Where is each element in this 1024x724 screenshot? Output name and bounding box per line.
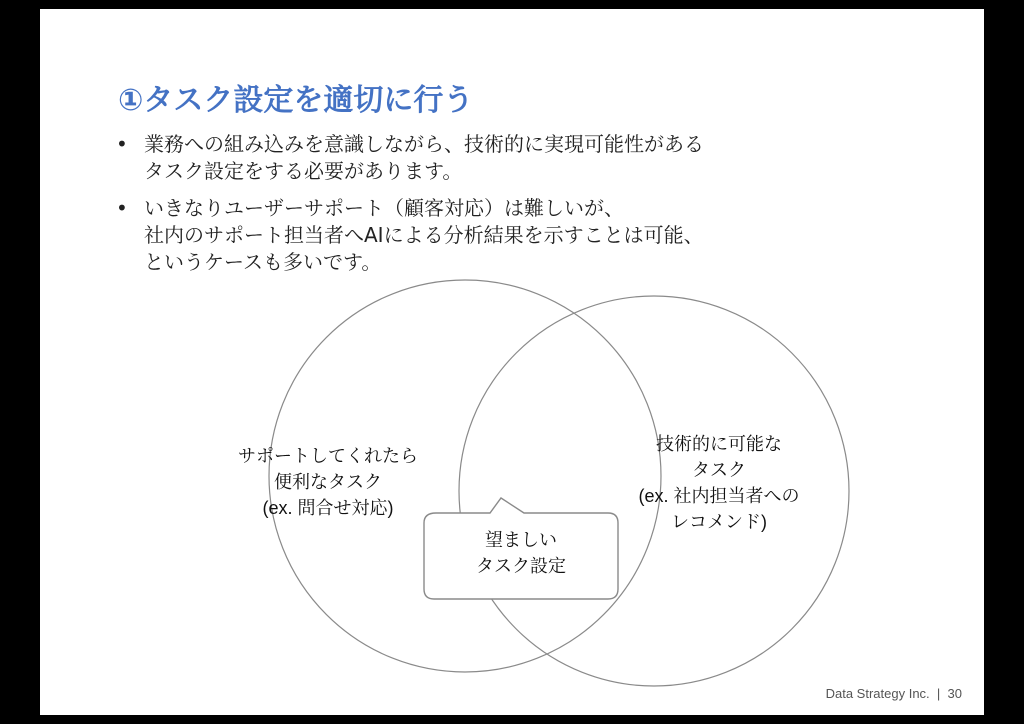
bullet-line: というケースも多いです。 bbox=[144, 250, 382, 274]
bullet-dot: • bbox=[116, 196, 128, 220]
bullet-line: 社内のサポート担当者へAIによる分析結果を示すことは可能、 bbox=[144, 223, 704, 247]
footer bbox=[826, 686, 962, 701]
slide-title: ①タスク設定を適切に行う bbox=[118, 83, 474, 118]
callout-label bbox=[440, 527, 602, 579]
venn-right-label-line: (ex. 社内担当者への bbox=[638, 486, 800, 506]
footer-separator: | bbox=[936, 686, 941, 701]
bullet-line: タスク設定をする必要があります。 bbox=[144, 159, 463, 183]
venn-right-label-line: レコメンド) bbox=[671, 512, 767, 532]
slide bbox=[40, 9, 984, 715]
callout-label-line: 望ましい bbox=[485, 530, 557, 550]
venn-right-label bbox=[609, 431, 829, 535]
bullet-line: いきなりユーザーサポート（顧客対応）は難しいが、 bbox=[144, 196, 624, 220]
venn-right-label-line: タスク bbox=[692, 460, 746, 480]
venn-left-label-line: 便利なタスク bbox=[274, 472, 382, 492]
bullet-dot: • bbox=[116, 132, 128, 156]
footer-company: Data Strategy Inc. bbox=[825, 686, 930, 701]
venn-left-label-line: サポートしてくれたら bbox=[238, 446, 418, 466]
venn-left-label-line: (ex. 問合せ対応) bbox=[262, 498, 394, 518]
venn-left-label bbox=[208, 443, 448, 521]
venn-right-label-line: 技術的に可能な bbox=[656, 434, 782, 454]
bullet-line: 業務への組み込みを意識しながら、技術的に実現可能性がある bbox=[144, 132, 704, 156]
footer-page-number: 30 bbox=[947, 686, 962, 701]
callout-label-line: タスク設定 bbox=[476, 556, 566, 576]
venn-diagram bbox=[40, 9, 984, 715]
